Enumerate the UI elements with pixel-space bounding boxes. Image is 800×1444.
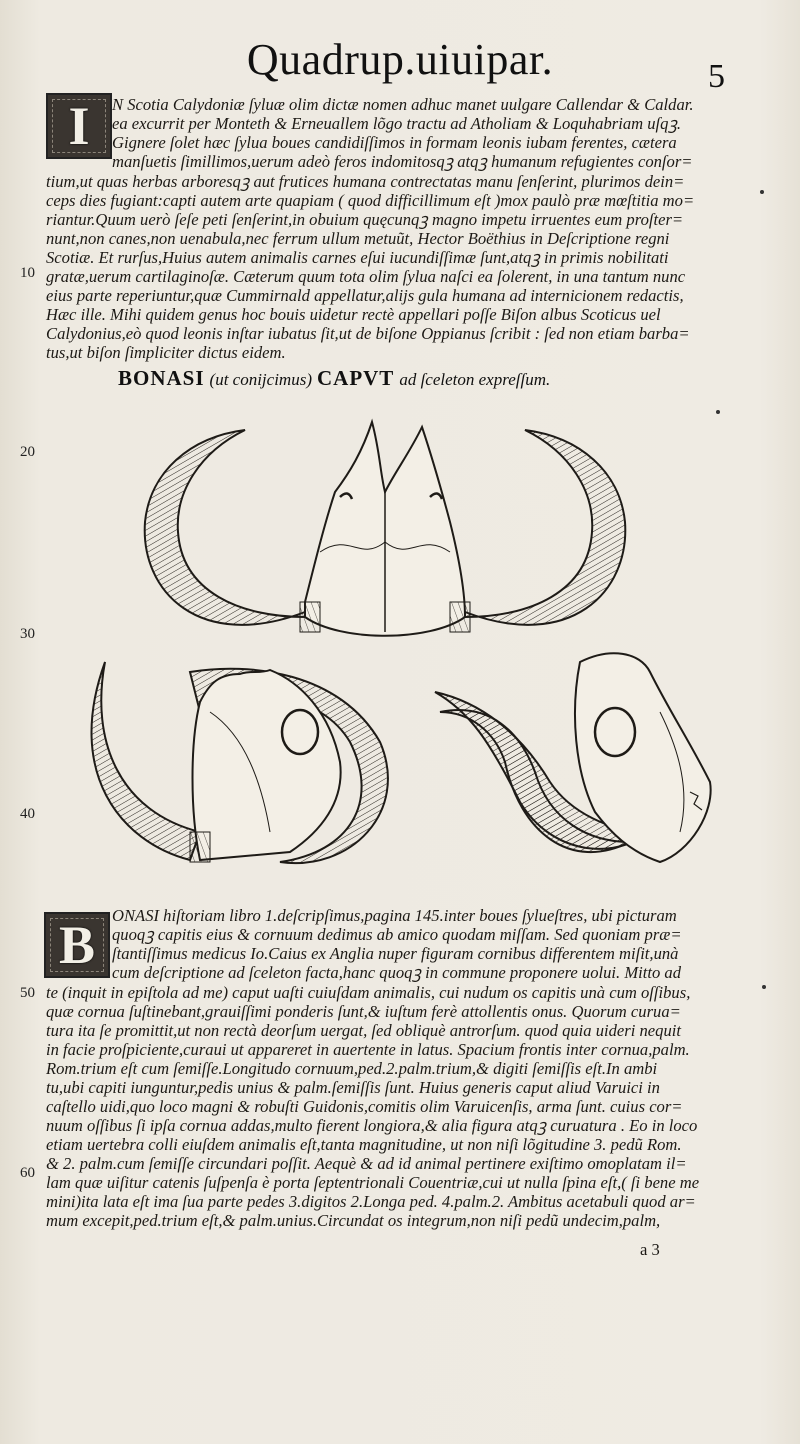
text-line: nuum oſſibus ſi ipſa cornua addas,multo fierent longiora,& alia figura atqꝫ curuatura . Eo in loco [46,1116,698,1135]
text-line: ceps dies fugiant:capti autem arte quapiam ( quod difficillimum eſt )mox paulò præ mœſtitia mo= [46,191,695,210]
text-line: Rom.trium eſt cum ſemiſſe.Longitudo cornuum,ped.2.palm.trium,& digiti ſemiſſis eſt.In ambi [46,1059,658,1078]
caption-skeleton: ad ſceleton expreſſum. [399,370,551,389]
text-line: Calydonius,eò quod leonis inſtar iubatus ſit,ut de biſone Oppianus ſcribit : ſed non etiam barba= [46,324,690,343]
text-line: riantur.Quum uerò ſeſe peti ſenſerint,in obuium quęcunqꝫ magno impetu irruentes eum proſter= [46,210,684,229]
caption-conjecture: (ut conijcimus) [209,370,312,389]
folio-number: 5 [708,58,725,95]
skull-side-view-right [435,653,711,862]
line-number: 20 [20,444,35,460]
line-number: 50 [20,985,35,1001]
text-line: ONASI hiſtoriam libro 1.deſcripſimus,pagina 145.inter boues ſylueſtres, ubi picturam [112,906,677,925]
text-line: gratæ,uerum cartilaginoſæ. Cæterum quum tota olim ſylua naſci ea ſolerent, in una tantum nunc [46,267,686,286]
decorated-initial-i [46,93,112,159]
text-line: mini)ita lata eſt ima ſua parte pedes 3.digitos 2.Longa ped. 4.palm.2. Ambitus acetabuli quod ar= [46,1192,696,1211]
text-line: Hæc ille. Mihi quidem genus hoc bouis uidetur rectè appellari poſſe Biſon albus Scoticus uel [46,305,661,324]
text-line: nunt,non canes,non uenabula,nec ferrum ullum metuũt, Hector Boëthius in Deſcriptione regni [46,229,670,248]
text-line: ea excurrit per Monteth & Erneuallem lõgo tractu ad Atholiam & Loquhabriam uſqꝫ. [112,114,682,133]
skull-frontal-view [145,422,626,636]
text-line: & 2. palm.cum ſemiſſe circundari poſſit. Aequè & ad id animal pertinere exiſtimo omoplatam il= [46,1154,687,1173]
text-line: N Scotia Calydoniæ ſyluæ olim dictæ nomen adhuc manet uulgare Callendar & Caldar. [112,95,694,114]
text-line: tus,ut biſon ſimpliciter dictus eidem. [46,343,286,362]
text-line: manſuetis ſimillimos,uerum adeò feros indomitosqꝫ atqꝫ humanum refugientes conſor= [112,152,693,171]
line-number: 40 [20,806,35,822]
side-horn-left-a [92,662,200,860]
caption-bonasi: BONASI [118,366,205,390]
line-number: 30 [20,626,35,642]
text-line: quæ cornua ſuſtinebant,grauiſſimi ponderis ſunt,& iuſtum ferè attollentis onus. Quorum curua= [46,1002,681,1021]
initial-letter: I [68,96,90,156]
text-line: tium,ut quas herbas arboresqꝫ aut frutices humana contrectatas manu ſenſerint, plurimos dein= [46,172,685,191]
text-line: mum excepit,ped.trium eſt,& palm.unius.Circundat os integrum,non niſi pedũ undecim,palm, [46,1211,661,1230]
margin-mark [760,190,764,194]
left-horn [145,430,305,625]
text-line: tura ita ſe promittit,ut non rectà deorſum uergat, ſed obliquè antrorſum. quod quia uideri nequit [46,1021,681,1040]
margin-mark [762,985,766,989]
text-line: etiam uertebra colli eiuſdem animalis eſt,tanta magnitudine, ut non niſi lõgitudine 3. pedũ Rom. [46,1135,682,1154]
text-line: in facie proſpiciente,curaui ut appareret in auertente in latus. Spacium frontis inter cornua,palm. [46,1040,690,1059]
bison-skull-woodcut [50,412,750,892]
caption-caput: CAPVT [316,366,395,390]
text-line: caſtello uidi,quo loco magni & robuſti Guidonis,comitis olim Varuicenſis, arma ſunt. cuius cor= [46,1097,683,1116]
text-line: cum deſcriptione ad ſceleton facta,hanc quoqꝫ in commune proponere uolui. Mitto ad [112,963,682,982]
text-line: lam quæ uiſitur catenis ſuſpenſa è porta ſeptentrionali Couentriæ,cui ut nulla ſpina eſt,( ſi bene me [46,1173,700,1192]
text-line: Gignere ſolet hæc ſylua boues candidiſſimos in formam leonis iubam ferentes, cætera [112,133,677,152]
signature-mark: a 3 [640,1240,660,1259]
right-horn [465,430,625,625]
figure-caption [118,366,550,391]
text-line: quoqꝫ capitis eius & cornuum dedimus ab amico quodam miſſam. Sed quoniam præ= [112,925,682,944]
decorated-initial-b [44,912,110,978]
line-number: 10 [20,265,35,281]
text-line: te (inquit in epiſtola ad me) caput uaſti cuiuſdam animalis, cui nudum os capitis unà cum oſſibus, [46,983,691,1002]
margin-mark [716,410,720,414]
running-title: Quadrup.uiuipar. [246,35,554,84]
text-line: Scotiæ. Et rurſus,Huius autem animalis carnes eſui iucundiſſimæ ſunt,atqꝫ in primis nobilitati [46,248,669,267]
text-line: eius parte reperiuntur,quæ Cummirnald appellatur,alijs gula humana ad internicionem redactis, [46,286,684,305]
text-line: tu,ubi capiti iunguntur,pedis unius & palm.ſemiſſis ſunt. Huius generis caput aliud Varuici in [46,1078,660,1097]
line-number: 60 [20,1165,35,1181]
text-line: ſtantiſſimus medicus Io.Caius ex Anglia nuper figuram cornibus differentem miſit,unà [112,944,679,963]
skull-side-view-left [92,662,388,863]
initial-letter: B [58,915,96,975]
